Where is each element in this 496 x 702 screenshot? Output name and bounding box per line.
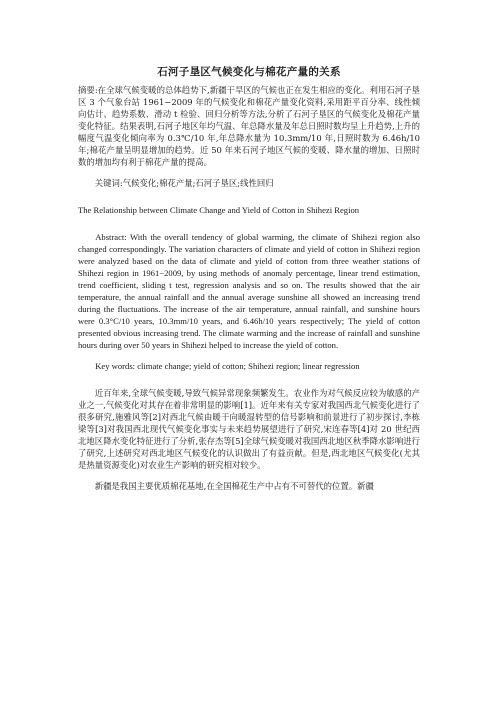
spacer xyxy=(78,471,420,480)
spacer xyxy=(78,189,420,204)
keywords-cn: 关键词:气候变化;棉花产量;石河子垦区;线性回归 xyxy=(94,178,274,188)
keywords-en: Key words: climate change; yield of cotton; Shihezi region; linear regression xyxy=(95,361,360,371)
body-paragraph-2: 新疆是我国主要优质棉花基地,在全国棉花生产中占有不可替代的位置。新疆 xyxy=(94,481,374,491)
paper-title: 石河子垦区气候变化与棉花产量的关系 xyxy=(157,66,341,78)
spacer xyxy=(78,216,420,231)
body-paragraph-1: 近百年来,全球气候变暖,导致气候异常现象频繁发生。农业作为对气候反应较为敏感的产业之一,气候变化对其存在着非常明显的影响[1]。近年来有关专家对我国西北气候变化进行了很多研究,施雅风等[2]对西北气候由暖干向暖湿转型的信号影响和前景进行了初步探讨,李栋梁等[3]对我国西北现代气候变化事实与未来趋势展望进行了研究,宋连春等[4]对 20 世纪西北地区降水变化特征进行了分析,张存杰等[5]全球气候变暖对我国西北地区秋季降水影响进行了研究,上述研究对西北地区气候变化的认识做出了有益贡献。但是,西北地区气候变化(尤其是热量资源变化)对农业生产影响的研究相对较少。 xyxy=(78,388,420,470)
spacer xyxy=(78,351,420,360)
spacer xyxy=(78,372,420,387)
abstract-en: Abstract: With the overall tendency of global warming, the climate of Shihezi region also changed correspondingly. The variation characters of climate and yield of cotton in Shihezi region were analyzed based on the data of climate and yield of cotton from three weather stations of Shihezi region in 1961−2009, by using methods of anomaly percentage, linear trend estimation, trend coefficient, sliding t test, regression analysis and so on. The results showed that the air temperature, the annual rainfall and the annual average sunshine all showed an increasing trend during the fluctuations. The increase of the air temperature, annual rainfall, and sunshine hours were 0.3°C/10 years, 10.3mm/10 years, and 6.46h/10 years respectively; The yield of cotton presented obvious increasing trend. The climate warming and the increase of rainfall and sunshine hours during over 50 years in Shihezi helped to increase the yield of cotton. xyxy=(78,232,420,350)
paper-page xyxy=(78,66,420,492)
english-title: The Relationship between Climate Change and Yield of Cotton in Shihezi Region xyxy=(78,205,360,215)
spacer xyxy=(78,168,420,177)
abstract-cn: 摘要:在全球气候变暖的总体趋势下,新疆干旱区的气候也正在发生相应的变化。利用石河子垦区 3 个气象台站 1961−2009 年的气候变化和棉花产量变化资料,采用距平百分率、线性倾向估计、趋势系数、滑动 t 检验、回归分析等方法,分析了石河子垦区的气候变化及棉花产量变化特征。结果表明,石河子地区年均气温、年总降水量及年总日照时数均呈上升趋势,上升的幅度气温变化倾向率为 0.3℃/10 年,年总降水量为 10.3mm/10 年,日照时数为 6.46h/10 年;棉花产量呈明显增加的趋势。近 50 年来石河子地区气候的变暖、降水量的增加、日照时数的增加均有利于棉花产量的提高。 xyxy=(78,85,420,167)
